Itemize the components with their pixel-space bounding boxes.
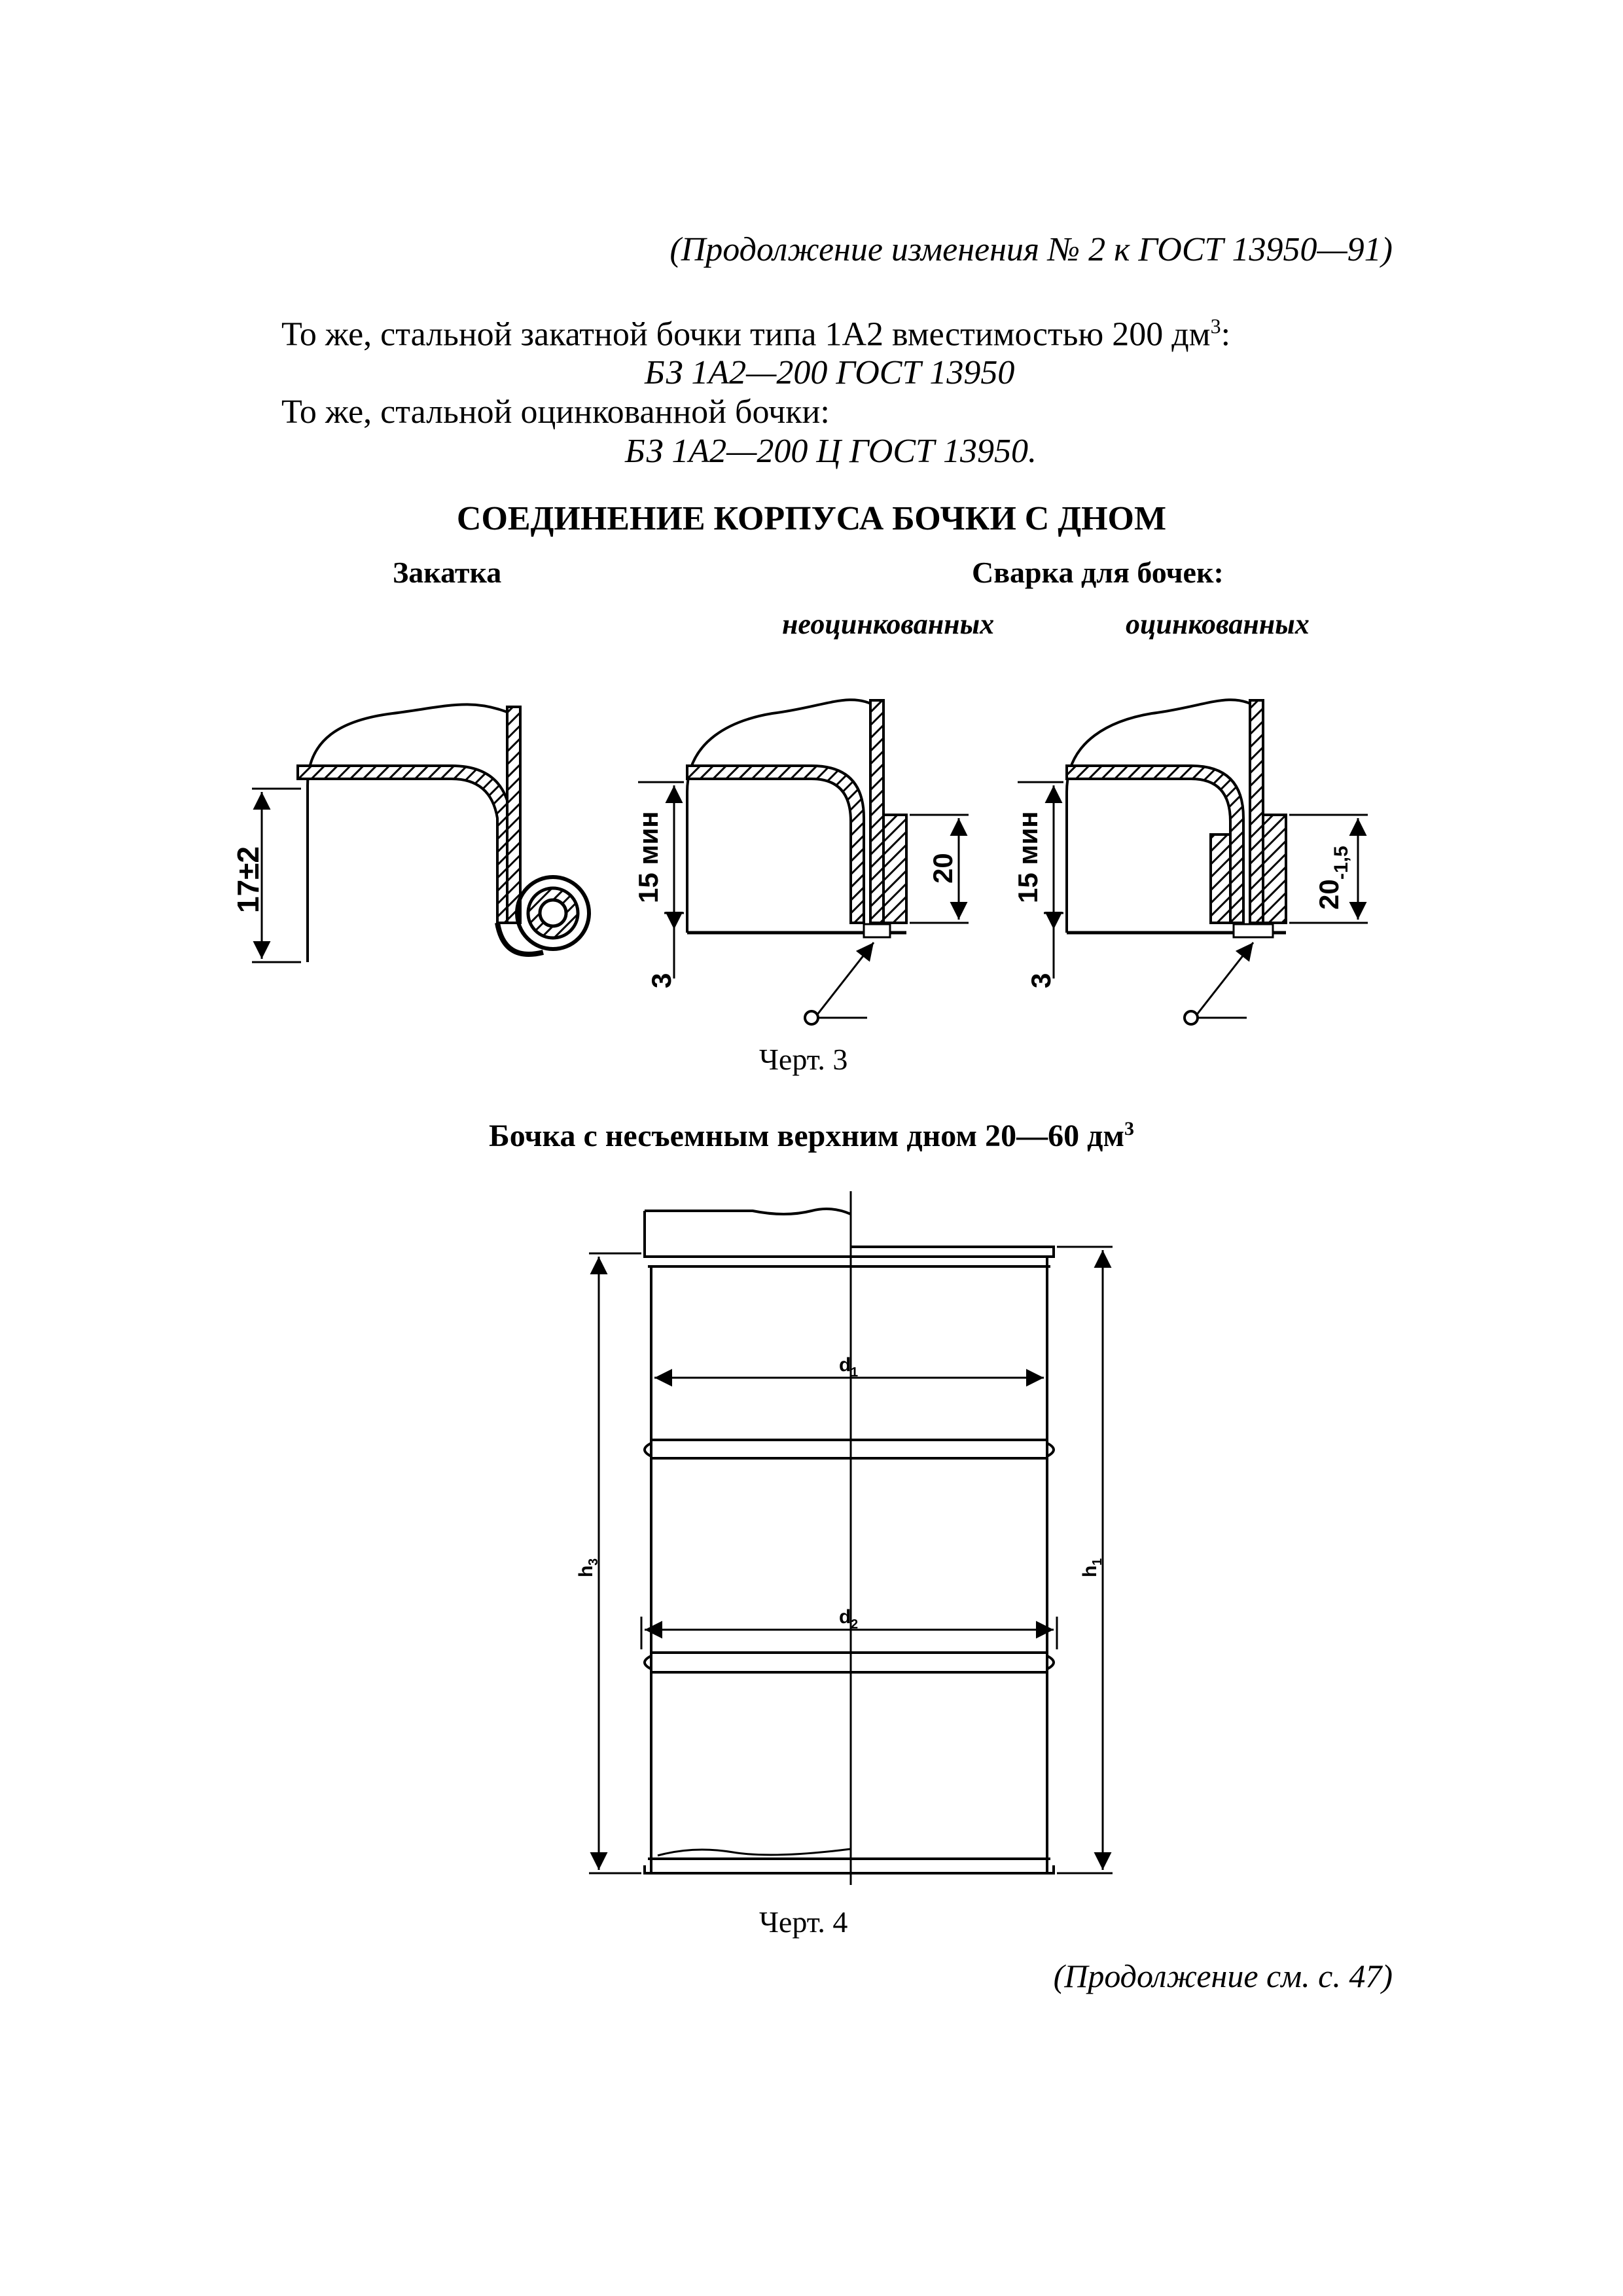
dim-20-label: 20 xyxy=(927,853,958,884)
section-title: СОЕДИНЕНИЕ КОРПУСА БОЧКИ С ДНОМ xyxy=(456,500,1167,537)
h1-sub: 1 xyxy=(1090,1558,1105,1566)
h3-sub: 3 xyxy=(586,1558,601,1566)
continuation-footer: (Продолжение см. с. 47) xyxy=(1053,1958,1393,1994)
text-line-1-sup: 3 xyxy=(1210,314,1221,338)
d1-sub: 1 xyxy=(851,1365,859,1380)
dim-3-label-2: 3 xyxy=(1026,973,1056,988)
figure-4 xyxy=(0,1191,1623,1911)
figure-4-caption: Черт. 4 xyxy=(759,1905,848,1939)
d2-sub: 2 xyxy=(851,1617,859,1632)
weld-not-galvanized-drawing xyxy=(633,700,969,1024)
d2-label: d xyxy=(839,1606,851,1628)
h3-label: h xyxy=(575,1565,597,1577)
dim-20-tol-sub: -1,5 xyxy=(1330,846,1352,880)
text-line-1-main: То же, стальной закатной бочки типа 1А2 вместимостью 200 дм xyxy=(281,315,1211,353)
dim-15min-label-2: 15 мин xyxy=(1012,811,1043,903)
dim-20-tol-base: 20 xyxy=(1313,879,1344,910)
continuation-header: (Продолжение изменения № 2 к ГОСТ 13950—91) xyxy=(669,231,1393,268)
figure-4-title xyxy=(0,1118,1623,1154)
text-line-3: То же, стальной оцинкованной бочки: xyxy=(281,393,830,431)
text-line-1 xyxy=(281,314,1230,353)
designation-2: БЗ 1А2—200 Ц ГОСТ 13950. xyxy=(625,433,1037,470)
text-line-1-tail: : xyxy=(1221,315,1231,353)
label-welding: Сварка для бочек: xyxy=(972,556,1224,589)
d1-label: d xyxy=(839,1354,851,1376)
dim-rolled-label: 17±2 xyxy=(231,846,265,913)
designation-1: БЗ 1А2—200 ГОСТ 13950 xyxy=(645,354,1015,391)
label-rolling: Закатка xyxy=(393,556,502,589)
dim-15min-label-1: 15 мин xyxy=(633,811,664,903)
drum-drawing xyxy=(575,1191,1113,1885)
rolled-seam-drawing xyxy=(231,704,589,962)
weld-galvanized-drawing xyxy=(1012,700,1368,1024)
figure-3-caption: Черт. 3 xyxy=(759,1043,848,1076)
h1-label: h xyxy=(1079,1565,1101,1577)
label-not-galvanized: неоцинкованных xyxy=(782,608,995,640)
figure-3 xyxy=(0,687,1623,1093)
dim-3-label-1: 3 xyxy=(646,973,677,988)
label-galvanized: оцинкованных xyxy=(1126,608,1310,640)
figure-4-title-text: Бочка с несъемным верхним дном 20—60 дм xyxy=(488,1119,1125,1153)
figure-4-title-sup: 3 xyxy=(1124,1118,1135,1139)
